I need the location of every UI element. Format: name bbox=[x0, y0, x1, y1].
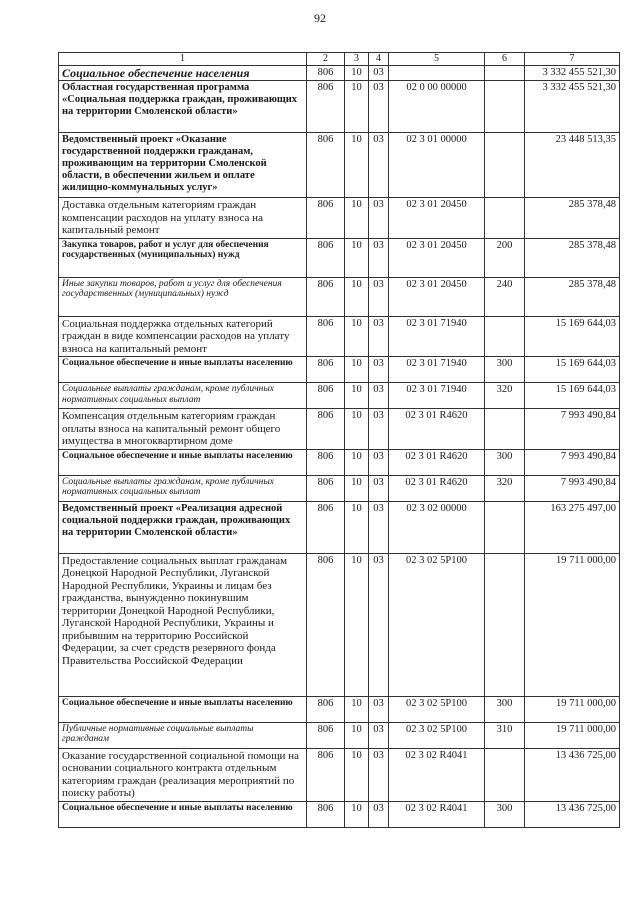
row-name: Ведомственный проект «Оказание государственной поддержки гражданам, проживающим на территории Смоленской области, в обеспечении жильем и оплате жилищно-коммунальных услуг» bbox=[59, 133, 307, 198]
row-name: Оказание государственной социальной помощи на основании социального контракта отдельным категориям граждан (реализация мероприятий по поиску работы) bbox=[59, 748, 307, 801]
row-name: Социальные выплаты гражданам, кроме публичных нормативных социальных выплат bbox=[59, 383, 307, 409]
row-code-5: 02 3 01 71940 bbox=[389, 316, 485, 357]
table-row bbox=[59, 277, 620, 316]
row-code-5: 02 3 01 20450 bbox=[389, 198, 485, 239]
table-row bbox=[59, 316, 620, 357]
row-code-5: 02 3 02 5P100 bbox=[389, 553, 485, 696]
table-row bbox=[59, 449, 620, 475]
row-code-5: 02 3 02 R4041 bbox=[389, 748, 485, 801]
row-amount: 7 993 490,84 bbox=[525, 475, 620, 501]
row-code-6 bbox=[485, 748, 525, 801]
row-name: Областная государственная программа «Социальная поддержка граждан, проживающих на территории Смоленской области» bbox=[59, 81, 307, 133]
row-amount: 23 448 513,35 bbox=[525, 133, 620, 198]
row-code-6 bbox=[485, 198, 525, 239]
row-name: Закупка товаров, работ и услуг для обеспечения государственных (муниципальных) нужд bbox=[59, 238, 307, 277]
row-code-4: 03 bbox=[369, 801, 389, 827]
row-code-4: 03 bbox=[369, 383, 389, 409]
row-code-2: 806 bbox=[307, 198, 345, 239]
row-code-3: 10 bbox=[345, 238, 369, 277]
row-code-4: 03 bbox=[369, 475, 389, 501]
row-code-3: 10 bbox=[345, 66, 369, 81]
row-code-2: 806 bbox=[307, 66, 345, 81]
row-code-2: 806 bbox=[307, 553, 345, 696]
row-code-2: 806 bbox=[307, 696, 345, 722]
row-name: Ведомственный проект «Реализация адресной социальной поддержки граждан, проживающих на территории Смоленской области» bbox=[59, 501, 307, 553]
table-row bbox=[59, 357, 620, 383]
row-name: Социальное обеспечение и иные выплаты населению bbox=[59, 449, 307, 475]
column-header: 3 bbox=[345, 53, 369, 66]
row-code-4: 03 bbox=[369, 501, 389, 553]
row-amount: 19 711 000,00 bbox=[525, 553, 620, 696]
row-amount: 3 332 455 521,30 bbox=[525, 66, 620, 81]
row-code-6: 240 bbox=[485, 277, 525, 316]
row-amount: 13 436 725,00 bbox=[525, 748, 620, 801]
row-code-3: 10 bbox=[345, 449, 369, 475]
row-amount: 19 711 000,00 bbox=[525, 696, 620, 722]
row-name: Социальные выплаты гражданам, кроме публичных нормативных социальных выплат bbox=[59, 475, 307, 501]
row-code-3: 10 bbox=[345, 198, 369, 239]
row-code-3: 10 bbox=[345, 81, 369, 133]
row-code-2: 806 bbox=[307, 316, 345, 357]
row-code-2: 806 bbox=[307, 501, 345, 553]
row-code-6 bbox=[485, 81, 525, 133]
table-row bbox=[59, 475, 620, 501]
table-row bbox=[59, 383, 620, 409]
table-row bbox=[59, 722, 620, 748]
row-code-6: 300 bbox=[485, 696, 525, 722]
row-code-5: 02 3 01 R4620 bbox=[389, 475, 485, 501]
row-code-4: 03 bbox=[369, 316, 389, 357]
row-code-5: 02 3 01 R4620 bbox=[389, 409, 485, 450]
row-code-6 bbox=[485, 316, 525, 357]
row-code-2: 806 bbox=[307, 277, 345, 316]
row-code-3: 10 bbox=[345, 696, 369, 722]
row-code-5: 02 3 01 R4620 bbox=[389, 449, 485, 475]
row-code-2: 806 bbox=[307, 748, 345, 801]
row-code-6: 320 bbox=[485, 383, 525, 409]
row-amount: 7 993 490,84 bbox=[525, 409, 620, 450]
row-code-4: 03 bbox=[369, 198, 389, 239]
table-row bbox=[59, 198, 620, 239]
row-code-4: 03 bbox=[369, 357, 389, 383]
row-code-4: 03 bbox=[369, 748, 389, 801]
table-row bbox=[59, 696, 620, 722]
row-code-2: 806 bbox=[307, 801, 345, 827]
row-amount: 285 378,48 bbox=[525, 277, 620, 316]
table-row bbox=[59, 409, 620, 450]
row-name: Иные закупки товаров, работ и услуг для обеспечения государственных (муниципальных) нужд bbox=[59, 277, 307, 316]
row-code-2: 806 bbox=[307, 383, 345, 409]
page-number: 92 bbox=[314, 11, 326, 25]
row-code-3: 10 bbox=[345, 475, 369, 501]
row-code-5: 02 3 02 5P100 bbox=[389, 696, 485, 722]
row-code-4: 03 bbox=[369, 449, 389, 475]
row-code-5 bbox=[389, 66, 485, 81]
row-amount: 285 378,48 bbox=[525, 198, 620, 239]
row-code-3: 10 bbox=[345, 409, 369, 450]
column-header: 2 bbox=[307, 53, 345, 66]
row-code-5: 02 3 02 R4041 bbox=[389, 801, 485, 827]
row-code-4: 03 bbox=[369, 696, 389, 722]
row-name: Предоставление социальных выплат гражданам Донецкой Народной Республики, Луганской Народной Республики, Украины и лицам без гражданства, вынужденно покинувшим территории Донецкой Народной Республики, Луганской Народной Республики, Украины и прибывшим на территорию Российской Федерации, за счет средств резервного фонда Правительства Российской Федерации bbox=[59, 553, 307, 696]
table-row bbox=[59, 801, 620, 827]
row-code-3: 10 bbox=[345, 316, 369, 357]
column-header: 4 bbox=[369, 53, 389, 66]
column-header: 7 bbox=[525, 53, 620, 66]
row-name: Социальное обеспечение и иные выплаты населению bbox=[59, 357, 307, 383]
row-code-4: 03 bbox=[369, 66, 389, 81]
row-code-5: 02 3 02 5P100 bbox=[389, 722, 485, 748]
row-code-3: 10 bbox=[345, 722, 369, 748]
row-code-6 bbox=[485, 553, 525, 696]
row-amount: 3 332 455 521,30 bbox=[525, 81, 620, 133]
row-amount: 15 169 644,03 bbox=[525, 316, 620, 357]
column-header: 1 bbox=[59, 53, 307, 66]
column-header: 5 bbox=[389, 53, 485, 66]
row-amount: 15 169 644,03 bbox=[525, 383, 620, 409]
row-code-2: 806 bbox=[307, 722, 345, 748]
row-code-3: 10 bbox=[345, 801, 369, 827]
row-code-3: 10 bbox=[345, 748, 369, 801]
row-code-2: 806 bbox=[307, 81, 345, 133]
row-code-5: 02 3 01 20450 bbox=[389, 238, 485, 277]
row-code-4: 03 bbox=[369, 722, 389, 748]
row-code-3: 10 bbox=[345, 357, 369, 383]
row-code-6 bbox=[485, 66, 525, 81]
row-code-2: 806 bbox=[307, 475, 345, 501]
row-code-4: 03 bbox=[369, 277, 389, 316]
row-amount: 15 169 644,03 bbox=[525, 357, 620, 383]
row-code-4: 03 bbox=[369, 409, 389, 450]
row-code-2: 806 bbox=[307, 449, 345, 475]
row-code-5: 02 3 02 00000 bbox=[389, 501, 485, 553]
row-code-3: 10 bbox=[345, 133, 369, 198]
row-name: Социальное обеспечение и иные выплаты населению bbox=[59, 696, 307, 722]
table-row bbox=[59, 238, 620, 277]
budget-table bbox=[58, 52, 620, 828]
row-name: Социальная поддержка отдельных категорий граждан в виде компенсации расходов на уплату взноса на капитальный ремонт bbox=[59, 316, 307, 357]
table-row bbox=[59, 553, 620, 696]
row-code-3: 10 bbox=[345, 501, 369, 553]
row-code-4: 03 bbox=[369, 238, 389, 277]
row-code-5: 02 3 01 20450 bbox=[389, 277, 485, 316]
row-code-2: 806 bbox=[307, 133, 345, 198]
column-header: 6 bbox=[485, 53, 525, 66]
row-code-5: 02 3 01 71940 bbox=[389, 357, 485, 383]
row-name: Компенсация отдельным категориям граждан оплаты взноса на капитальный ремонт общего имущества в многоквартирном доме bbox=[59, 409, 307, 450]
row-code-6: 310 bbox=[485, 722, 525, 748]
row-name: Социальное обеспечение и иные выплаты населению bbox=[59, 801, 307, 827]
row-code-6 bbox=[485, 133, 525, 198]
table-row bbox=[59, 501, 620, 553]
row-amount: 285 378,48 bbox=[525, 238, 620, 277]
row-name: Публичные нормативные социальные выплаты гражданам bbox=[59, 722, 307, 748]
row-code-3: 10 bbox=[345, 553, 369, 696]
budget-table-body bbox=[59, 53, 620, 828]
row-code-5: 02 3 01 00000 bbox=[389, 133, 485, 198]
row-name: Доставка отдельным категориям граждан компенсации расходов на уплату взноса на капитальный ремонт bbox=[59, 198, 307, 239]
row-code-5: 02 3 01 71940 bbox=[389, 383, 485, 409]
row-code-2: 806 bbox=[307, 409, 345, 450]
row-amount: 7 993 490,84 bbox=[525, 449, 620, 475]
table-row bbox=[59, 81, 620, 133]
row-code-4: 03 bbox=[369, 81, 389, 133]
row-code-6: 300 bbox=[485, 357, 525, 383]
row-code-6: 320 bbox=[485, 475, 525, 501]
row-code-4: 03 bbox=[369, 553, 389, 696]
row-code-5: 02 0 00 00000 bbox=[389, 81, 485, 133]
row-code-6 bbox=[485, 409, 525, 450]
row-name: Социальное обеспечение населения bbox=[59, 66, 307, 81]
row-code-6 bbox=[485, 501, 525, 553]
table-row bbox=[59, 748, 620, 801]
row-amount: 163 275 497,00 bbox=[525, 501, 620, 553]
row-code-3: 10 bbox=[345, 383, 369, 409]
column-header-row bbox=[59, 53, 620, 66]
row-code-3: 10 bbox=[345, 277, 369, 316]
row-code-4: 03 bbox=[369, 133, 389, 198]
table-row bbox=[59, 133, 620, 198]
row-amount: 19 711 000,00 bbox=[525, 722, 620, 748]
row-code-6: 300 bbox=[485, 801, 525, 827]
row-code-2: 806 bbox=[307, 238, 345, 277]
row-code-6: 200 bbox=[485, 238, 525, 277]
table-row bbox=[59, 66, 620, 81]
row-code-6: 300 bbox=[485, 449, 525, 475]
row-code-2: 806 bbox=[307, 357, 345, 383]
row-amount: 13 436 725,00 bbox=[525, 801, 620, 827]
